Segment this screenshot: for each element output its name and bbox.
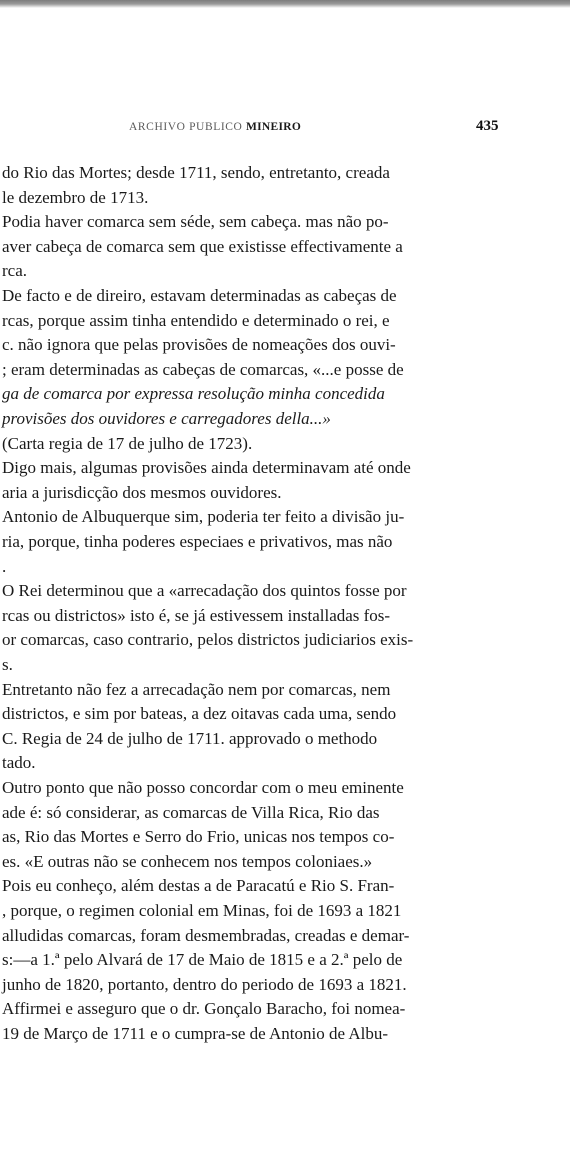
- running-head-title: [129, 121, 301, 133]
- text-line: rcas, porque assim tinha entendido e determinado o rei, e: [2, 310, 390, 330]
- text-line: junho de 1820, portanto, dentro do periodo de 1693 a 1821.: [2, 974, 407, 994]
- text-line: as, Rio das Mortes e Serro do Frio, unicas nos tempos co-: [2, 827, 395, 847]
- text-line: .: [2, 556, 7, 576]
- text-line: rcas ou districtos» isto é, se já estivessem installadas fos-: [2, 605, 391, 625]
- text-line: provisões dos ouvidores e carregadores della...»: [2, 409, 331, 428]
- text-line: C. Regia de 24 de julho de 1711. approvado o methodo: [2, 728, 378, 748]
- running-head-title-bold: MINEIRO: [245, 121, 302, 133]
- text-line: Affirmei e asseguro que o dr. Gonçalo Baracho, foi nomea-: [2, 999, 406, 1019]
- text-line: es. «E outras não se conhecem nos tempos coloniaes.»: [2, 851, 373, 871]
- text-line: Antonio de Albuquerque sim, poderia ter feito a divisão ju-: [2, 507, 405, 527]
- text-line: Pois eu conheço, além destas a de Paracatú e Rio S. Fran-: [2, 876, 395, 896]
- running-head: [0, 118, 570, 140]
- text-line: De facto e de direiro, estavam determinadas as cabeças de: [2, 286, 397, 305]
- text-line: ; eram determinadas as cabeças de comarcas, «...e posse de: [2, 359, 404, 379]
- text-line: or comarcas, caso contrario, pelos districtos judiciarios exis-: [2, 630, 414, 650]
- text-line: alludidas comarcas, foram desmembradas, creadas e demar-: [2, 925, 410, 945]
- text-line: Entretanto não fez a arrecadação nem por comarcas, nem: [2, 679, 391, 699]
- text-line: Digo mais, algumas provisões ainda determinavam até onde: [2, 458, 411, 478]
- text-line: aria a jurisdicção dos mesmos ouvidores.: [2, 482, 282, 502]
- text-line: districtos, e sim por bateas, a dez oitavas cada uma, sendo: [2, 704, 397, 724]
- text-line: ria, porque, tinha poderes especiaes e privativos, mas não: [2, 532, 393, 551]
- text-line: O Rei determinou que a «arrecadação dos quintos fosse por: [2, 581, 407, 601]
- running-head-title-light: ARCHIVO PUBLICO: [129, 121, 246, 133]
- text-line: s:—a 1.ª pelo Alvará de 17 de Maio de 1815 e a 2.ª pelo de: [2, 950, 403, 970]
- text-line: (Carta regia de 17 de julho de 1723).: [2, 433, 253, 453]
- text-line: s.: [2, 655, 13, 674]
- page-number: 435: [476, 118, 499, 134]
- text-line: Outro ponto que não posso concordar com o meu eminente: [2, 778, 404, 797]
- text-line: le dezembro de 1713.: [2, 187, 149, 207]
- text-line: 19 de Março de 1711 e o cumpra-se de Antonio de Albu-: [2, 1024, 389, 1043]
- text-line: , porque, o regimen colonial em Minas, foi de 1693 a 1821: [2, 901, 402, 920]
- text-line: rca.: [2, 261, 28, 281]
- top-edge-rule: [0, 0, 570, 8]
- text-line: aver cabeça de comarca sem que existisse effectivamente a: [2, 236, 403, 256]
- text-line: do Rio das Mortes; desde 1711, sendo, entretanto, creada: [2, 163, 390, 182]
- text-line: Podia haver comarca sem séde, sem cabeça. mas não po-: [2, 212, 389, 232]
- text-line: ade é: só considerar, as comarcas de Villa Rica, Rio das: [2, 802, 380, 822]
- text-line: tado.: [2, 753, 36, 773]
- text-line: ga de comarca por expressa resolução minha concedida: [2, 384, 385, 404]
- text-line: c. não ignora que pelas provisões de nomeações dos ouvi-: [2, 335, 396, 355]
